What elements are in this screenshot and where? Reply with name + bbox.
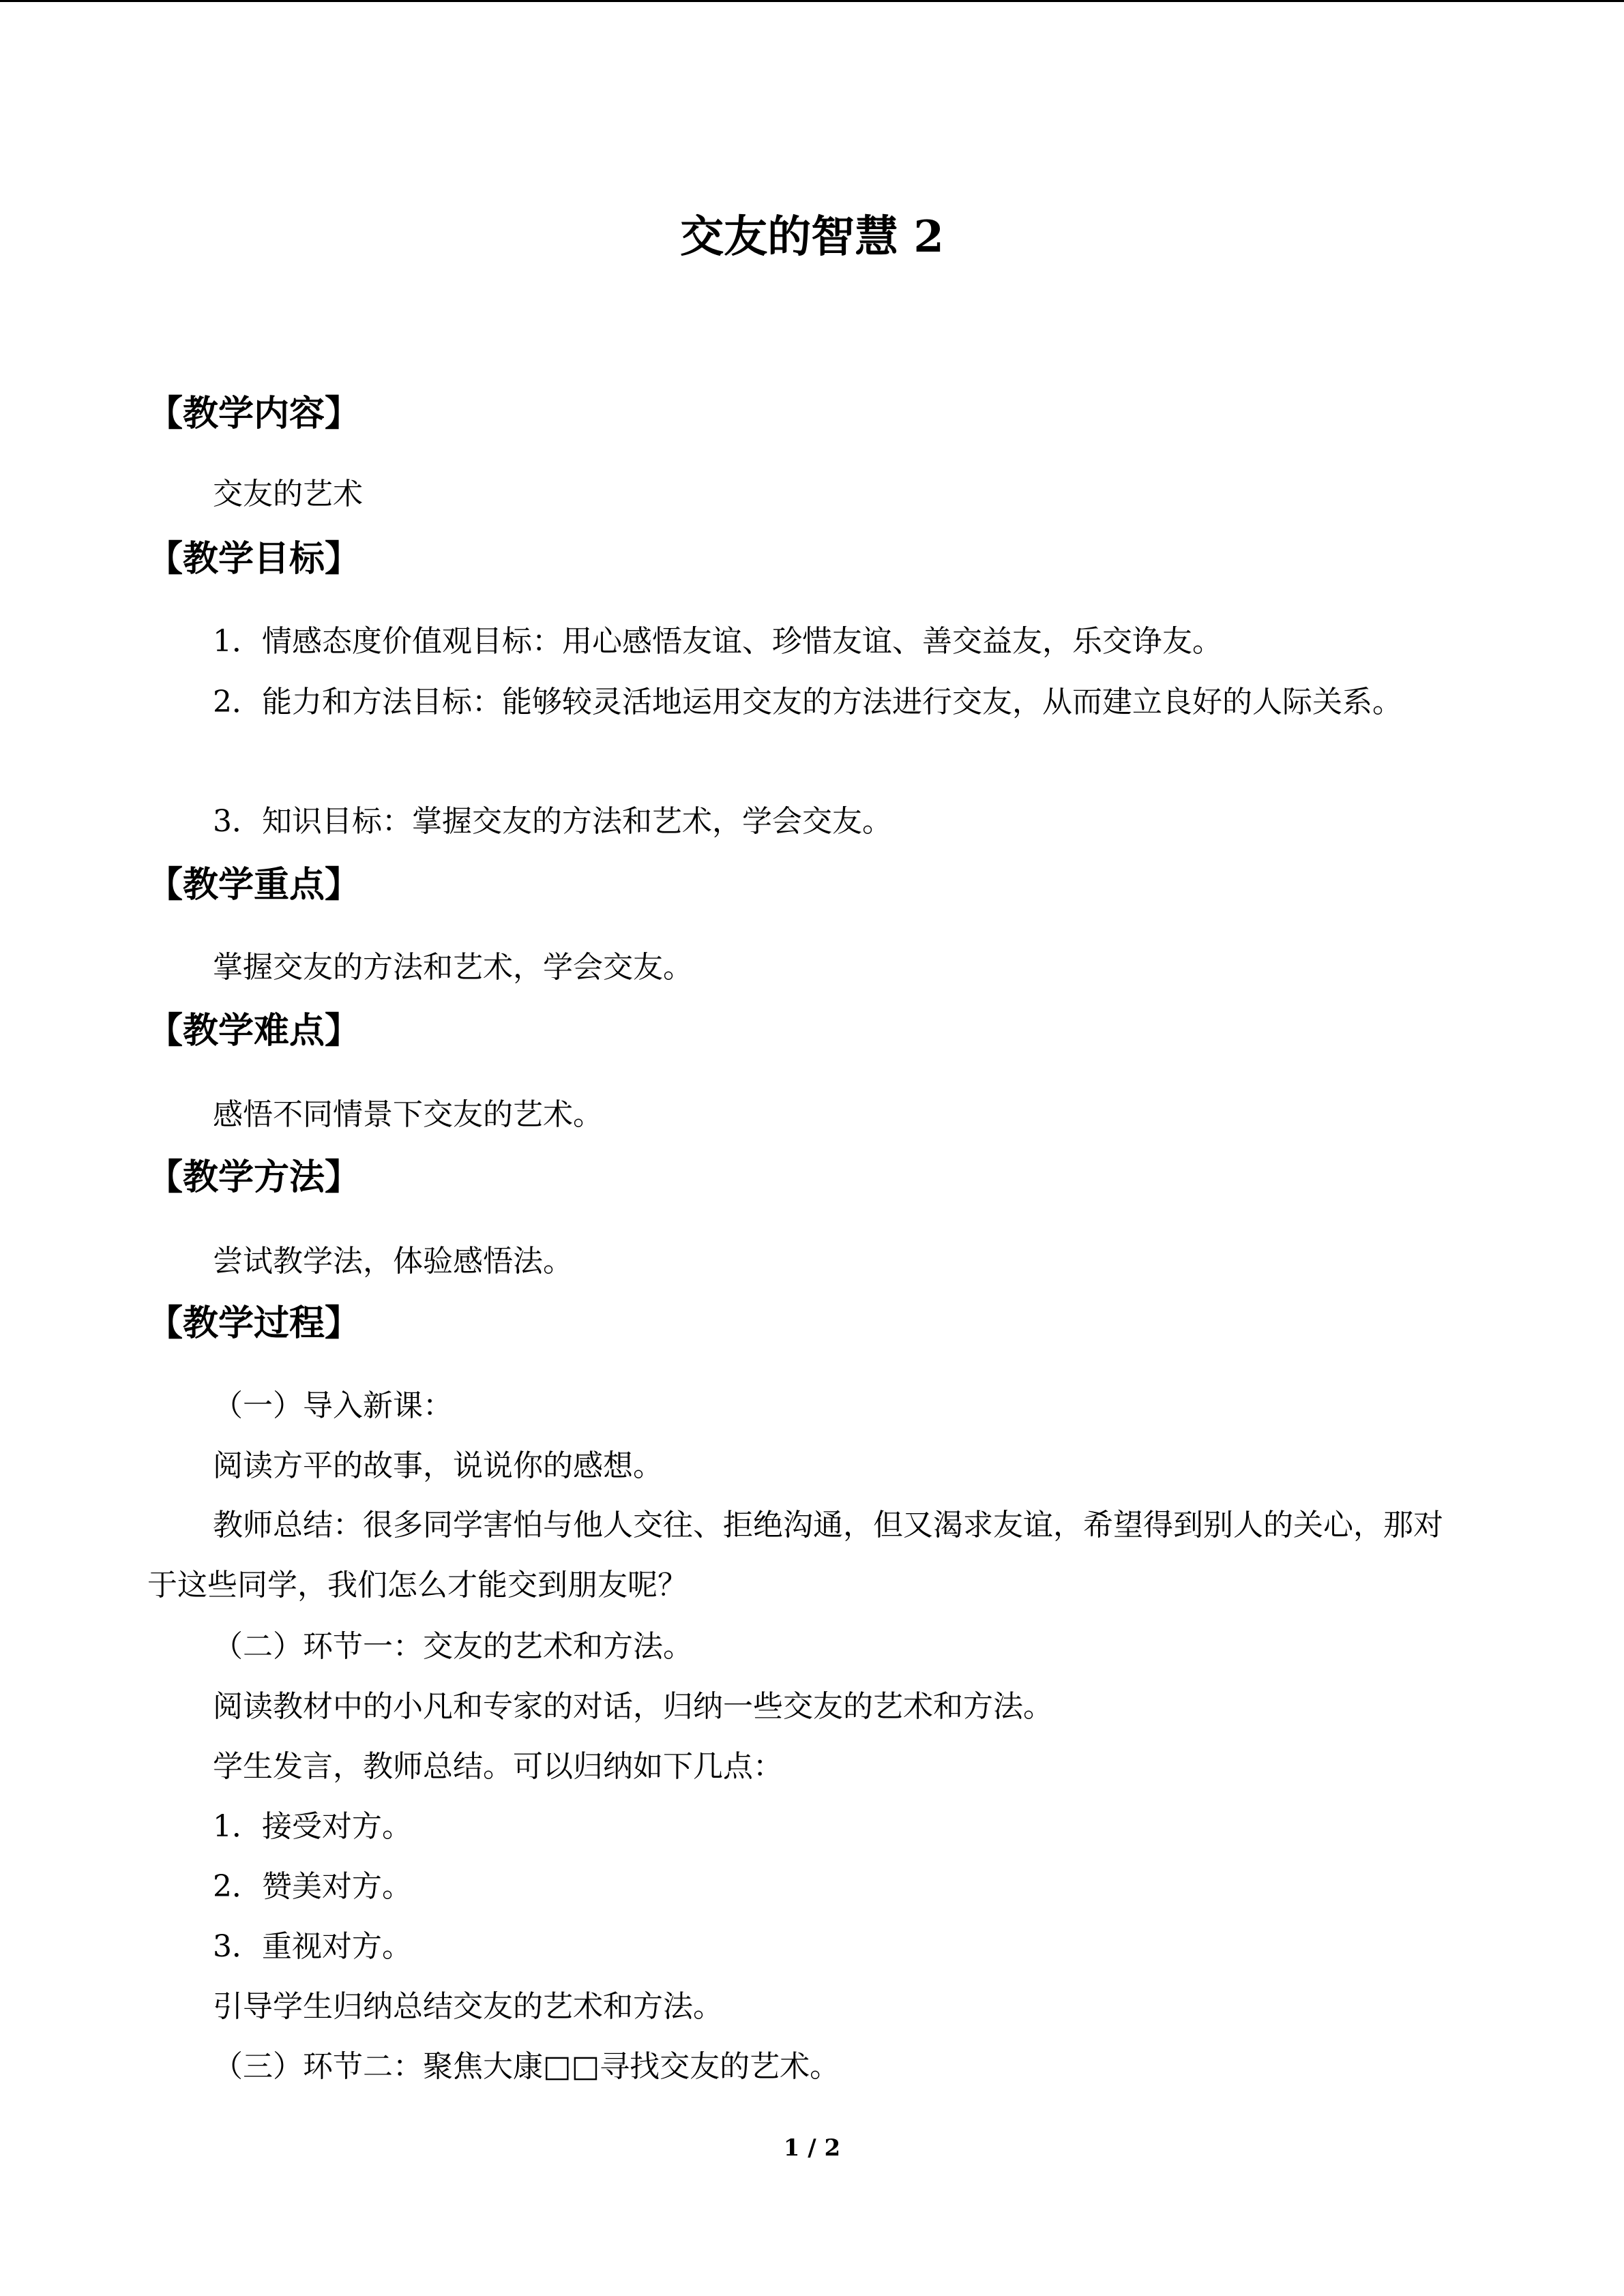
- goal-item-2: 2．能力和方法目标：能够较灵活地运用交友的方法进行交友，从而建立良好的人际关系。: [213, 685, 1402, 719]
- top-border-line: [0, 0, 1624, 2]
- process-line: （二）环节一：交友的艺术和方法。: [213, 1629, 693, 1664]
- section-heading-key-points: 【教学重点】: [147, 864, 361, 906]
- section-heading-methods: 【教学方法】: [147, 1157, 361, 1198]
- process-line: （一）导入新课：: [213, 1388, 453, 1423]
- process-list-item: 1．接受对方。: [213, 1809, 412, 1844]
- process-line: 阅读教材中的小凡和专家的对话，归纳一些交友的艺术和方法。: [213, 1689, 1053, 1724]
- section-heading-difficulties: 【教学难点】: [147, 1010, 361, 1052]
- document-title: 交友的智慧 2: [680, 211, 944, 263]
- section-heading-goals: 【教学目标】: [147, 538, 361, 580]
- section-heading-process: 【教学过程】: [147, 1302, 361, 1344]
- goal-item-1: 1．情感态度价值观目标：用心感悟友谊、珍惜友谊、善交益友，乐交诤友。: [213, 624, 1222, 659]
- process-list-item: 3．重视对方。: [213, 1929, 412, 1964]
- process-paragraph: 教师总结：很多同学害怕与他人交往、拒绝沟通，但又渴求友谊，希望得到别人的关心，那对于这些同学，我们怎么才能交到朋友呢？: [147, 1508, 1443, 1602]
- process-line: 引导学生归纳总结交友的艺术和方法。: [213, 1989, 723, 2024]
- method-line: 尝试教学法，体验感悟法。: [213, 1244, 573, 1279]
- section-heading-content: 【教学内容】: [147, 393, 361, 434]
- process-line: （三）环节二：聚焦大康□□寻找交友的艺术。: [213, 2049, 840, 2084]
- key-point-line: 掌握交友的方法和艺术，学会交友。: [213, 950, 693, 985]
- process-line: 阅读方平的故事，说说你的感想。: [213, 1448, 663, 1483]
- goal-item-3: 3．知识目标：掌握交友的方法和艺术，学会交友。: [213, 804, 892, 839]
- content-line: 交友的艺术: [213, 477, 363, 511]
- process-list-item: 2．赞美对方。: [213, 1869, 412, 1904]
- process-line: 学生发言，教师总结。可以归纳如下几点：: [213, 1749, 783, 1784]
- page-number: 1 / 2: [783, 2134, 841, 2162]
- difficulty-line: 感悟不同情景下交友的艺术。: [213, 1097, 603, 1132]
